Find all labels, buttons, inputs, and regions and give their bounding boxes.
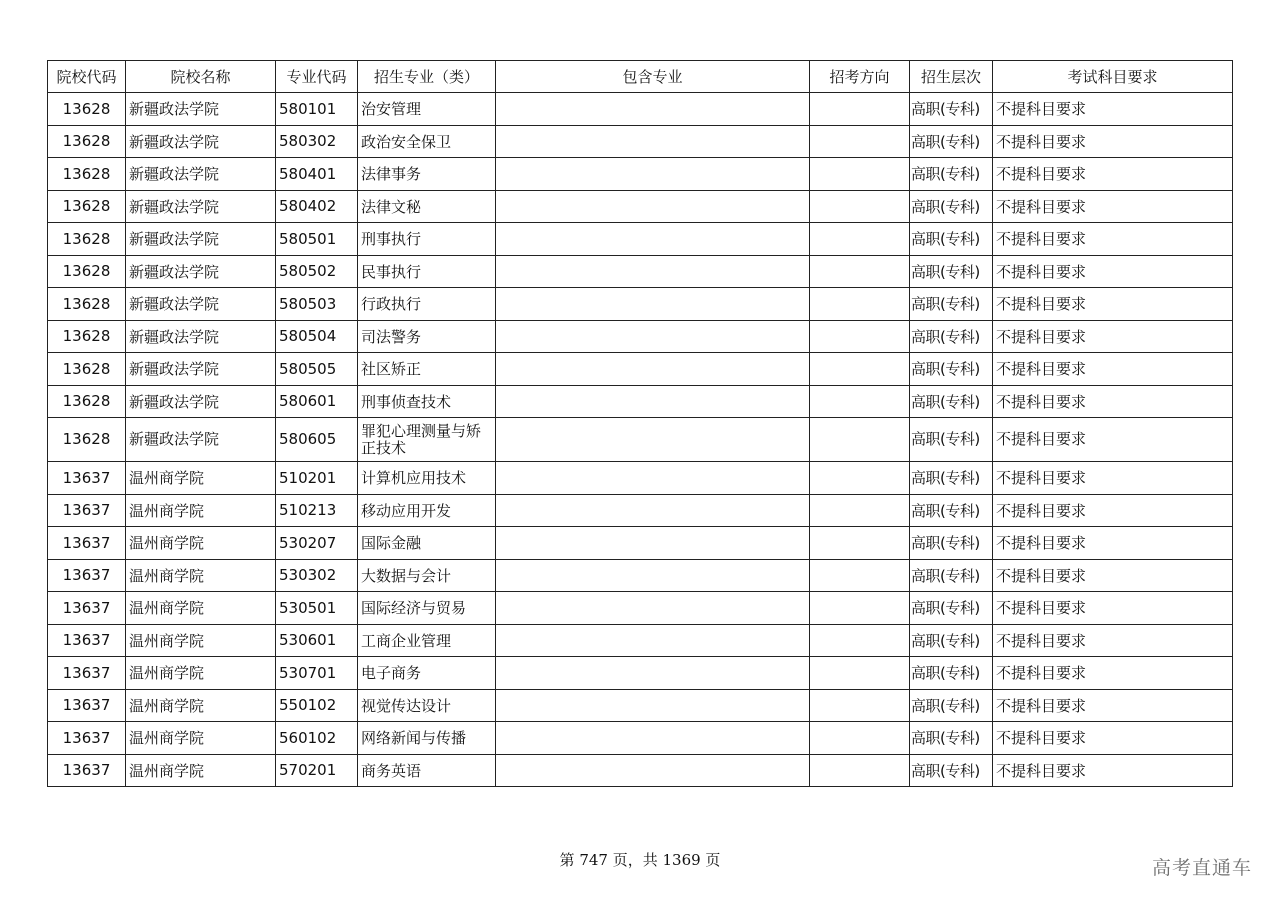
table-row <box>48 527 1233 560</box>
cell-school-name: 温州商学院 <box>126 722 276 755</box>
cell-subject-requirements: 不提科目要求 <box>993 462 1233 495</box>
cell-major-code: 550102 <box>276 689 358 722</box>
cell-major: 大数据与会计 <box>358 559 496 592</box>
cell-school-code: 13628 <box>48 353 126 386</box>
cell-school-name: 新疆政法学院 <box>126 353 276 386</box>
cell-school-name: 温州商学院 <box>126 657 276 690</box>
cell-included-majors <box>496 722 810 755</box>
cell-major-code: 580402 <box>276 190 358 223</box>
cell-subject-requirements: 不提科目要求 <box>993 624 1233 657</box>
cell-major: 工商企业管理 <box>358 624 496 657</box>
cell-major-code: 530701 <box>276 657 358 690</box>
cell-level: 高职(专科) <box>910 320 993 353</box>
cell-school-name: 温州商学院 <box>126 592 276 625</box>
cell-level: 高职(专科) <box>910 255 993 288</box>
cell-major: 刑事侦查技术 <box>358 385 496 418</box>
cell-subject-requirements: 不提科目要求 <box>993 93 1233 126</box>
cell-major-code: 580502 <box>276 255 358 288</box>
cell-direction <box>810 255 910 288</box>
header-direction: 招考方向 <box>810 61 910 93</box>
cell-school-code: 13628 <box>48 93 126 126</box>
cell-level: 高职(专科) <box>910 353 993 386</box>
cell-level: 高职(专科) <box>910 624 993 657</box>
table-row <box>48 559 1233 592</box>
cell-school-name: 温州商学院 <box>126 559 276 592</box>
cell-direction <box>810 320 910 353</box>
cell-included-majors <box>496 494 810 527</box>
cell-major: 政治安全保卫 <box>358 125 496 158</box>
cell-included-majors <box>496 93 810 126</box>
cell-school-name: 新疆政法学院 <box>126 385 276 418</box>
cell-school-code: 13637 <box>48 689 126 722</box>
cell-level: 高职(专科) <box>910 657 993 690</box>
cell-major-code: 580504 <box>276 320 358 353</box>
header-school-name: 院校名称 <box>126 61 276 93</box>
cell-included-majors <box>496 462 810 495</box>
cell-school-name: 温州商学院 <box>126 494 276 527</box>
header-subject-requirements: 考试科目要求 <box>993 61 1233 93</box>
cell-school-code: 13628 <box>48 158 126 191</box>
cell-level: 高职(专科) <box>910 722 993 755</box>
cell-school-code: 13637 <box>48 592 126 625</box>
cell-level: 高职(专科) <box>910 418 993 462</box>
table-row <box>48 592 1233 625</box>
cell-major-code: 580605 <box>276 418 358 462</box>
cell-major: 国际经济与贸易 <box>358 592 496 625</box>
cell-school-code: 13637 <box>48 754 126 787</box>
cell-major-code: 580101 <box>276 93 358 126</box>
cell-included-majors <box>496 754 810 787</box>
cell-major-code: 580401 <box>276 158 358 191</box>
cell-included-majors <box>496 657 810 690</box>
cell-major: 法律文秘 <box>358 190 496 223</box>
cell-school-name: 温州商学院 <box>126 754 276 787</box>
cell-direction <box>810 754 910 787</box>
cell-level: 高职(专科) <box>910 689 993 722</box>
cell-school-name: 新疆政法学院 <box>126 418 276 462</box>
cell-school-code: 13628 <box>48 418 126 462</box>
cell-school-code: 13637 <box>48 559 126 592</box>
cell-level: 高职(专科) <box>910 93 993 126</box>
cell-subject-requirements: 不提科目要求 <box>993 657 1233 690</box>
cell-major-code: 560102 <box>276 722 358 755</box>
header-included-majors: 包含专业 <box>496 61 810 93</box>
cell-level: 高职(专科) <box>910 592 993 625</box>
cell-direction <box>810 462 910 495</box>
cell-school-code: 13628 <box>48 320 126 353</box>
cell-school-name: 新疆政法学院 <box>126 93 276 126</box>
cell-major: 治安管理 <box>358 93 496 126</box>
cell-school-name: 新疆政法学院 <box>126 190 276 223</box>
cell-major-code: 530501 <box>276 592 358 625</box>
cell-direction <box>810 592 910 625</box>
cell-school-name: 温州商学院 <box>126 462 276 495</box>
cell-school-name: 温州商学院 <box>126 624 276 657</box>
cell-level: 高职(专科) <box>910 288 993 321</box>
cell-included-majors <box>496 527 810 560</box>
cell-school-code: 13637 <box>48 657 126 690</box>
cell-school-code: 13637 <box>48 624 126 657</box>
cell-school-name: 新疆政法学院 <box>126 158 276 191</box>
cell-major: 电子商务 <box>358 657 496 690</box>
cell-school-name: 温州商学院 <box>126 527 276 560</box>
cell-subject-requirements: 不提科目要求 <box>993 385 1233 418</box>
table-row <box>48 418 1233 462</box>
header-major: 招生专业（类） <box>358 61 496 93</box>
cell-direction <box>810 657 910 690</box>
cell-level: 高职(专科) <box>910 385 993 418</box>
cell-level: 高职(专科) <box>910 494 993 527</box>
cell-direction <box>810 288 910 321</box>
cell-subject-requirements: 不提科目要求 <box>993 158 1233 191</box>
cell-direction <box>810 559 910 592</box>
cell-major-code: 530601 <box>276 624 358 657</box>
cell-direction <box>810 158 910 191</box>
cell-major: 刑事执行 <box>358 223 496 256</box>
cell-included-majors <box>496 592 810 625</box>
cell-major: 商务英语 <box>358 754 496 787</box>
table-row <box>48 494 1233 527</box>
cell-direction <box>810 385 910 418</box>
table-row <box>48 320 1233 353</box>
cell-direction <box>810 494 910 527</box>
cell-school-code: 13637 <box>48 722 126 755</box>
cell-subject-requirements: 不提科目要求 <box>993 353 1233 386</box>
cell-included-majors <box>496 158 810 191</box>
cell-direction <box>810 223 910 256</box>
cell-level: 高职(专科) <box>910 190 993 223</box>
cell-school-code: 13628 <box>48 190 126 223</box>
cell-school-name: 新疆政法学院 <box>126 320 276 353</box>
header-major-code: 专业代码 <box>276 61 358 93</box>
cell-level: 高职(专科) <box>910 559 993 592</box>
cell-included-majors <box>496 624 810 657</box>
table-row <box>48 385 1233 418</box>
cell-major: 社区矫正 <box>358 353 496 386</box>
cell-subject-requirements: 不提科目要求 <box>993 527 1233 560</box>
cell-subject-requirements: 不提科目要求 <box>993 418 1233 462</box>
cell-major: 计算机应用技术 <box>358 462 496 495</box>
table-row <box>48 223 1233 256</box>
cell-subject-requirements: 不提科目要求 <box>993 125 1233 158</box>
cell-included-majors <box>496 255 810 288</box>
cell-subject-requirements: 不提科目要求 <box>993 494 1233 527</box>
table-row <box>48 190 1233 223</box>
cell-level: 高职(专科) <box>910 754 993 787</box>
cell-subject-requirements: 不提科目要求 <box>993 689 1233 722</box>
table-header-row <box>48 61 1233 93</box>
cell-subject-requirements: 不提科目要求 <box>993 754 1233 787</box>
table-row <box>48 125 1233 158</box>
cell-subject-requirements: 不提科目要求 <box>993 722 1233 755</box>
cell-major: 司法警务 <box>358 320 496 353</box>
cell-school-name: 新疆政法学院 <box>126 288 276 321</box>
cell-direction <box>810 689 910 722</box>
table-row <box>48 93 1233 126</box>
cell-subject-requirements: 不提科目要求 <box>993 320 1233 353</box>
cell-major-code: 580501 <box>276 223 358 256</box>
cell-major-code: 530207 <box>276 527 358 560</box>
cell-major: 视觉传达设计 <box>358 689 496 722</box>
cell-direction <box>810 527 910 560</box>
cell-included-majors <box>496 223 810 256</box>
cell-school-code: 13628 <box>48 385 126 418</box>
header-school-code: 院校代码 <box>48 61 126 93</box>
cell-subject-requirements: 不提科目要求 <box>993 559 1233 592</box>
cell-included-majors <box>496 559 810 592</box>
cell-major: 行政执行 <box>358 288 496 321</box>
cell-direction <box>810 624 910 657</box>
table-row <box>48 462 1233 495</box>
header-level: 招生层次 <box>910 61 993 93</box>
cell-school-code: 13637 <box>48 527 126 560</box>
cell-direction <box>810 353 910 386</box>
cell-school-code: 13637 <box>48 462 126 495</box>
cell-subject-requirements: 不提科目要求 <box>993 592 1233 625</box>
cell-direction <box>810 125 910 158</box>
cell-major-code: 510213 <box>276 494 358 527</box>
cell-included-majors <box>496 125 810 158</box>
cell-direction <box>810 722 910 755</box>
table-row <box>48 288 1233 321</box>
page-number: 第 747 页，共 1369 页 <box>559 851 721 869</box>
cell-level: 高职(专科) <box>910 527 993 560</box>
cell-level: 高职(专科) <box>910 158 993 191</box>
table-row <box>48 158 1233 191</box>
cell-school-name: 温州商学院 <box>126 689 276 722</box>
table-row <box>48 722 1233 755</box>
cell-included-majors <box>496 353 810 386</box>
cell-included-majors <box>496 190 810 223</box>
cell-major-code: 580503 <box>276 288 358 321</box>
table-row <box>48 353 1233 386</box>
cell-subject-requirements: 不提科目要求 <box>993 255 1233 288</box>
cell-major: 国际金融 <box>358 527 496 560</box>
admissions-table <box>47 60 1233 787</box>
cell-direction <box>810 418 910 462</box>
cell-major: 移动应用开发 <box>358 494 496 527</box>
cell-major: 罪犯心理测量与矫正技术 <box>358 418 496 462</box>
cell-major: 民事执行 <box>358 255 496 288</box>
cell-level: 高职(专科) <box>910 125 993 158</box>
cell-major: 法律事务 <box>358 158 496 191</box>
cell-school-code: 13628 <box>48 255 126 288</box>
cell-major-code: 510201 <box>276 462 358 495</box>
cell-school-name: 新疆政法学院 <box>126 125 276 158</box>
cell-included-majors <box>496 689 810 722</box>
cell-included-majors <box>496 385 810 418</box>
table-row <box>48 255 1233 288</box>
cell-level: 高职(专科) <box>910 462 993 495</box>
cell-subject-requirements: 不提科目要求 <box>993 223 1233 256</box>
cell-direction <box>810 190 910 223</box>
cell-major-code: 580302 <box>276 125 358 158</box>
table-row <box>48 624 1233 657</box>
cell-major: 网络新闻与传播 <box>358 722 496 755</box>
cell-school-code: 13637 <box>48 494 126 527</box>
cell-direction <box>810 93 910 126</box>
cell-school-name: 新疆政法学院 <box>126 223 276 256</box>
cell-level: 高职(专科) <box>910 223 993 256</box>
table-row <box>48 689 1233 722</box>
cell-major-code: 580601 <box>276 385 358 418</box>
cell-major-code: 570201 <box>276 754 358 787</box>
table-row <box>48 754 1233 787</box>
watermark: 高考直通车 <box>1151 857 1252 879</box>
cell-subject-requirements: 不提科目要求 <box>993 190 1233 223</box>
cell-major-code: 530302 <box>276 559 358 592</box>
table-row <box>48 657 1233 690</box>
cell-subject-requirements: 不提科目要求 <box>993 288 1233 321</box>
cell-school-name: 新疆政法学院 <box>126 255 276 288</box>
cell-school-code: 13628 <box>48 288 126 321</box>
cell-school-code: 13628 <box>48 223 126 256</box>
cell-school-code: 13628 <box>48 125 126 158</box>
cell-included-majors <box>496 288 810 321</box>
cell-included-majors <box>496 320 810 353</box>
cell-included-majors <box>496 418 810 462</box>
cell-major-code: 580505 <box>276 353 358 386</box>
